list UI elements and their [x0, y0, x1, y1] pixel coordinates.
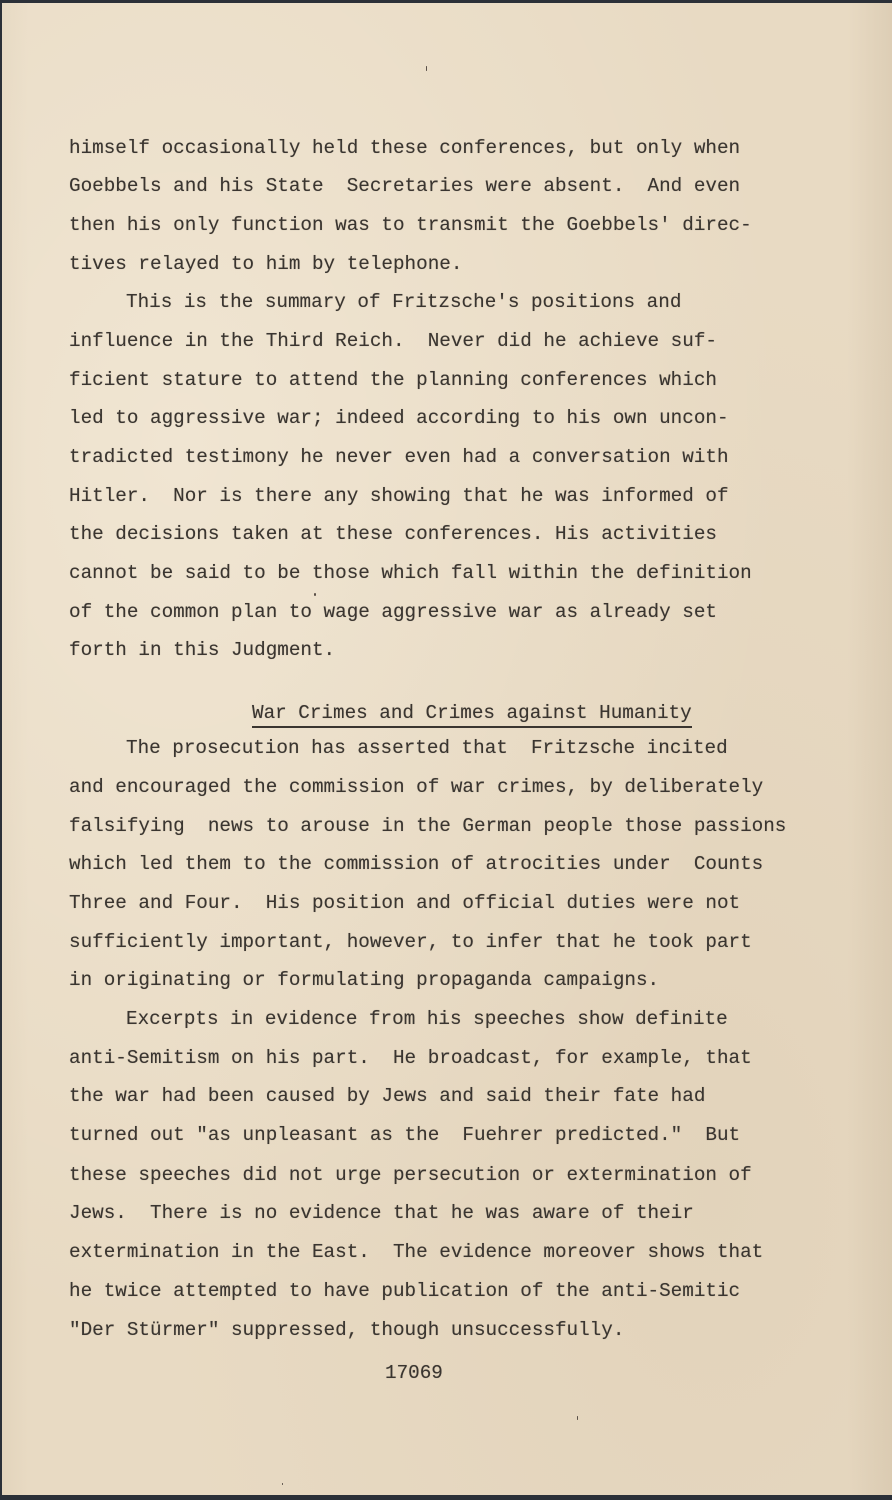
text-line: the decisions taken at these conferences. His activities [69, 523, 717, 545]
paper-speck [577, 1416, 578, 1420]
text-line: ficient stature to attend the planning conferences which [69, 369, 717, 391]
text-line: Hitler. Nor is there any showing that he was informed of [69, 485, 729, 507]
section-heading: War Crimes and Crimes against Humanity [252, 701, 692, 728]
text-line: extermination in the East. The evidence moreover shows that [69, 1241, 764, 1263]
text-line: in originating or formulating propaganda campaigns. [69, 969, 660, 991]
paper-speck [426, 66, 427, 71]
text-line: anti-Semitism on his part. He broadcast, for example, that [69, 1047, 752, 1069]
page-number: 17069 [385, 1362, 443, 1384]
text-line: Goebbels and his State Secretaries were absent. And even [69, 175, 741, 197]
text-line: cannot be said to be those which fall within the definition [69, 562, 752, 584]
text-line: Jews. There is no evidence that he was aware of their [69, 1202, 694, 1224]
text-line: Excerpts in evidence from his speeches show definite [126, 1008, 728, 1030]
text-line: the war had been caused by Jews and said their fate had [69, 1085, 706, 1107]
text-line: himself occasionally held these conferences, but only when [69, 137, 741, 159]
text-line: influence in the Third Reich. Never did he achieve suf- [69, 330, 717, 352]
text-line: forth in this Judgment. [69, 639, 336, 661]
text-line: turned out "as unpleasant as the Fuehrer predicted." But [69, 1124, 741, 1146]
text-line: "Der Stürmer" suppressed, though unsuccessfully. [69, 1319, 625, 1341]
document-page [2, 3, 892, 1495]
text-line: falsifying news to arouse in the German people those passions [69, 815, 787, 837]
text-line: which led them to the commission of atrocities under Counts [69, 853, 764, 875]
text-line: then his only function was to transmit the Goebbels' direc- [69, 214, 752, 236]
text-line: The prosecution has asserted that Fritzsche incited [126, 737, 728, 759]
text-line: these speeches did not urge persecution or extermination of [69, 1164, 752, 1186]
text-line: of the common plan to wage aggressive war as already set [69, 601, 717, 623]
text-line: and encouraged the commission of war crimes, by deliberately [69, 776, 764, 798]
text-line: This is the summary of Fritzsche's positions and [126, 291, 682, 313]
text-line: Three and Four. His position and official duties were not [69, 892, 741, 914]
text-line: he twice attempted to have publication of the anti-Semitic [69, 1280, 741, 1302]
paper-speck [282, 1483, 283, 1485]
paper-speck [314, 593, 316, 596]
text-line: tradicted testimony he never even had a conversation with [69, 446, 729, 468]
text-line: tives relayed to him by telephone. [69, 253, 463, 275]
text-line: led to aggressive war; indeed according to his own uncon- [69, 407, 729, 429]
text-line: sufficiently important, however, to infer that he took part [69, 931, 752, 953]
